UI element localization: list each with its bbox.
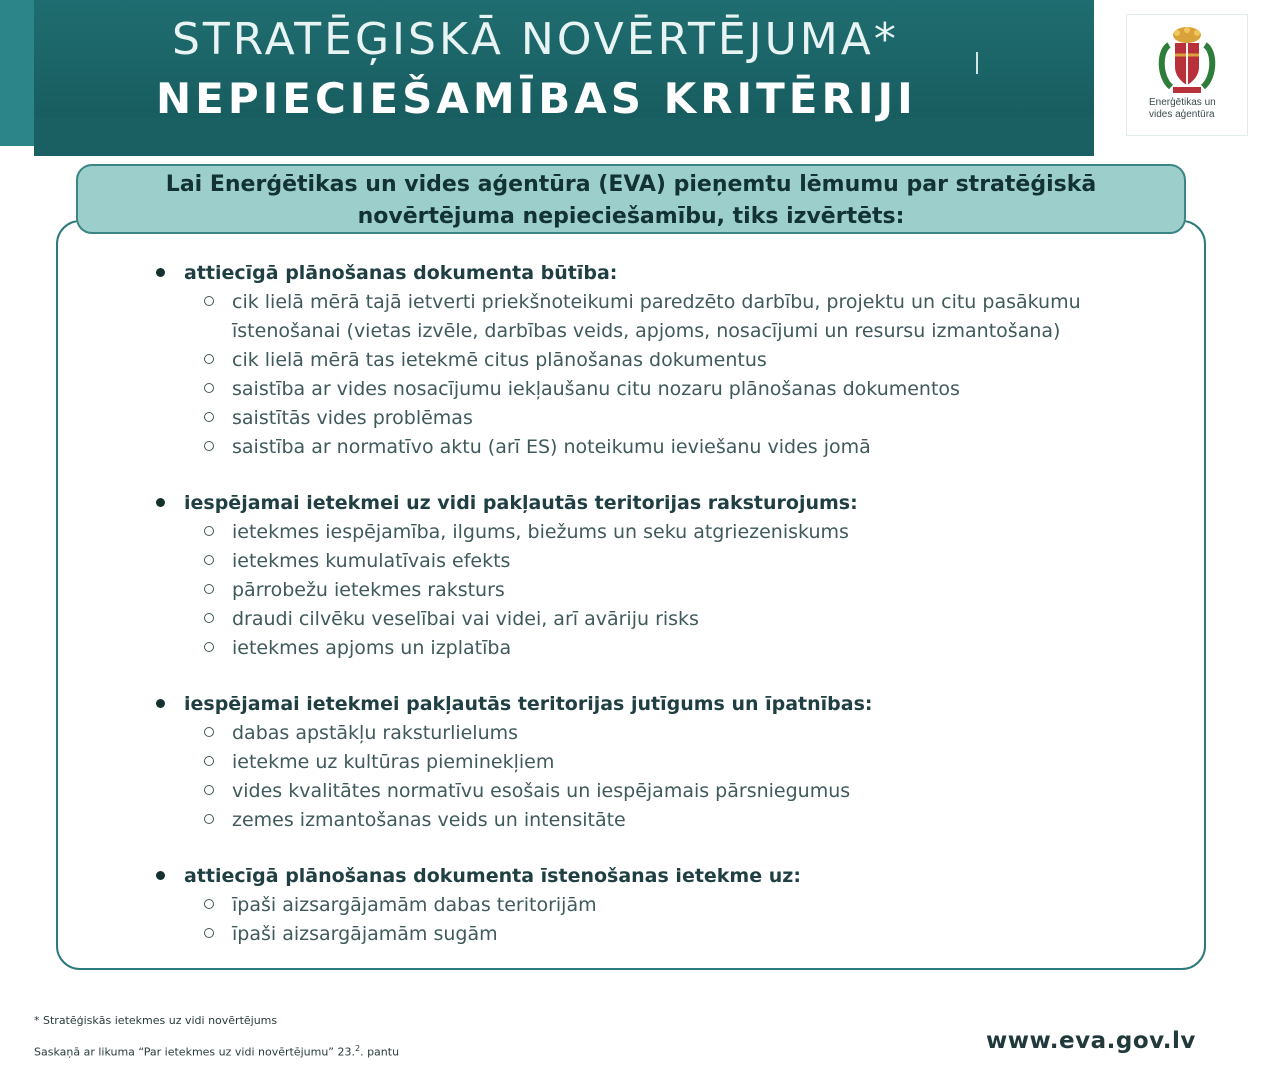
sub-list [152,518,1152,663]
section-heading: attiecīgā plānošanas dokumenta īstenošanas ietekme uz: [152,861,1152,891]
list-item: cik lielā mērā tas ietekmē citus plānošanas dokumentus [200,346,1152,375]
logo-caption: Enerģētikas un vides aģentūra [1149,97,1216,120]
list-item: pārrobežu ietekmes raksturs [200,576,1152,605]
list-item: īpaši aizsargājamām dabas teritorijām [200,891,1152,920]
list-item: īpaši aizsargājamām sugām [200,920,1152,949]
section-territory-sensitivity [152,689,1152,835]
list-item: zemes izmantošanas veids un intensitāte [200,806,1152,835]
banner-stripe [0,0,34,146]
list-item: draudi cilvēku veselībai vai videi, arī avāriju risks [200,605,1152,634]
footnote-asterisk: * Stratēģiskās ietekmes uz vidi novērtējums [34,1014,278,1027]
sub-list [152,288,1152,462]
list-item: ietekmes iespējamība, ilgums, biežums un seku atgriezeniskums [200,518,1152,547]
coat-of-arms-icon [1155,25,1219,97]
sub-list [152,891,1152,949]
banner-shadow [34,118,1094,156]
list-item: dabas apstākļu raksturlielums [200,719,1152,748]
section-heading: attiecīgā plānošanas dokumenta būtība: [152,258,1152,288]
intro-box [76,164,1186,234]
list-item: ietekmes apjoms un izplatība [200,634,1152,663]
list-item: ietekmes kumulatīvais efekts [200,547,1152,576]
section-territory-characteristics [152,488,1152,663]
intro-line1: Lai Enerģētikas un vides aģentūra (EVA) pieņemtu lēmumu par stratēģiskā [165,172,1097,197]
footnote-legal-basis: Saskaņā ar likuma “Par ietekmes uz vidi novērtējumu” 23.$^2$. pantu [34,1044,400,1059]
page-title-line2: NEPIECIEŠAMĪBAS KRITĒRIJI [156,74,917,123]
section-heading: iespējamai ietekmei pakļautās teritorijas jutīgums un īpatnības: [152,689,1152,719]
sub-list [152,719,1152,835]
agency-logo [1126,14,1248,136]
website-link[interactable]: www.eva.gov.lv [986,1028,1196,1054]
list-item: saistītās vides problēmas [200,404,1152,433]
title-divider [976,52,978,74]
list-item: ietekme uz kultūras pieminekļiem [200,748,1152,777]
intro-line2: novērtējuma nepieciešamību, tiks izvērtēts: [357,204,905,229]
list-item: saistība ar normatīvo aktu (arī ES) noteikumu ieviešanu vides jomā [200,433,1152,462]
criteria-list [152,258,1152,975]
section-heading: iespējamai ietekmei uz vidi pakļautās teritorijas raksturojums: [152,488,1152,518]
page-title-line1: STRATĒĢISKĀ NOVĒRTĒJUMA* [172,14,899,65]
section-implementation-impact [152,861,1152,949]
list-item: cik lielā mērā tajā ietverti priekšnoteikumi paredzēto darbību, projektu un citu pasākumu īstenošanai (vietas izvēle, darbības veids, apjoms, nosacījumi un resursu izmantošana) [200,288,1152,346]
list-item: vides kvalitātes normatīvu esošais un iespējamais pārsniegumus [200,777,1152,806]
list-item: saistība ar vides nosacījumu iekļaušanu citu nozaru plānošanas dokumentos [200,375,1152,404]
section-document-nature [152,258,1152,462]
